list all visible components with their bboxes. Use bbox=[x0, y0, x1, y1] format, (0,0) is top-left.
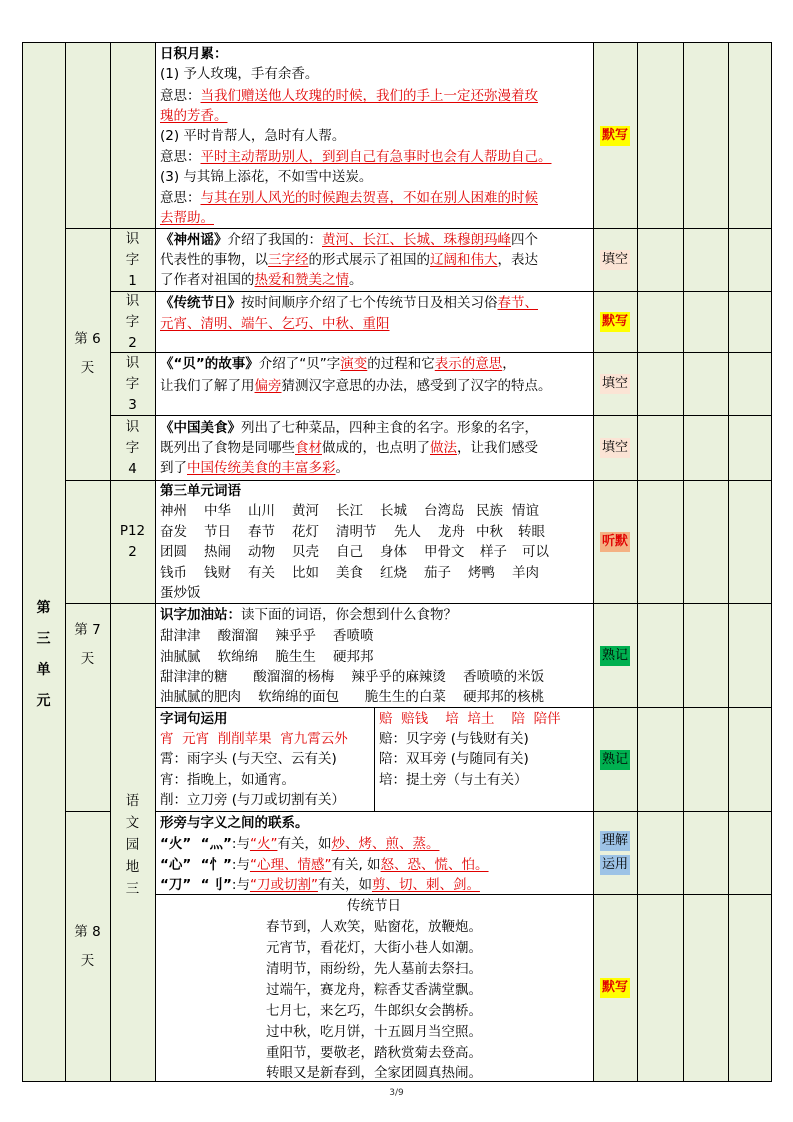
unit-label bbox=[22, 228, 65, 1081]
vocab-word: 龙舟 bbox=[438, 524, 465, 540]
meaning-text: 与其在别人风光的时候跑去贺喜，不如在别人困难的时候 bbox=[200, 190, 538, 206]
explain-line: 赔：贝字旁 (与钱财有关) bbox=[379, 731, 529, 747]
vocab-word: 可以 bbox=[522, 544, 549, 560]
check-column-1-bg bbox=[637, 42, 683, 1082]
vocab-word: 清明节 bbox=[336, 524, 377, 540]
poem-line: 清明节，雨纷纷，先人墓前去祭扫。 bbox=[266, 961, 482, 977]
vocab-row bbox=[160, 542, 549, 563]
answer-span: 黄河、长江、长城、珠穆朗玛峰 bbox=[322, 232, 511, 248]
tag-shuji: 熟记 bbox=[600, 750, 630, 770]
text-span: 既列出了食物是同哪些 bbox=[160, 440, 295, 456]
vocab-word: 长城 bbox=[380, 503, 407, 519]
topic-shizi-2 bbox=[110, 292, 155, 352]
proverb-1: (1) 予人玫瑰，手有余香。 bbox=[160, 66, 319, 82]
vocab-word: 花灯 bbox=[292, 524, 319, 540]
vocab-word: 先人 bbox=[394, 524, 421, 540]
poem-line: 过端午，赛龙舟，粽香艾香满堂飘。 bbox=[266, 982, 482, 998]
meaning-3 bbox=[160, 188, 538, 209]
vocab-word: 奋发 bbox=[160, 524, 187, 540]
tag-cell bbox=[593, 708, 637, 811]
unit-char: 元 bbox=[36, 692, 51, 709]
text-span: 。 bbox=[349, 272, 363, 288]
text-line bbox=[160, 376, 552, 397]
lesson-title: 《中国美食》 bbox=[160, 420, 241, 436]
answer-span: 剪、切、刺、剑。 bbox=[371, 877, 480, 893]
vocab-word: 中秋 bbox=[476, 524, 503, 540]
text-span: ，表达 bbox=[497, 252, 538, 268]
phrase-line: 油腻腻的肥肉 软绵绵的面包 脆生生的白菜 硬邦邦的核桃 bbox=[160, 689, 545, 705]
answer-span: 辽阔和伟大 bbox=[430, 252, 498, 268]
check-column-2-bg bbox=[683, 42, 728, 1082]
vocab-word: 动物 bbox=[248, 544, 275, 560]
text-line bbox=[160, 270, 363, 291]
answer-span: 偏旁 bbox=[254, 378, 282, 394]
tag-cell bbox=[593, 812, 637, 894]
tag-tiankong: 填空 bbox=[600, 374, 630, 394]
answer-span: 热爱和赞美之情 bbox=[254, 272, 349, 288]
vocab-word: 中华 bbox=[204, 503, 231, 519]
vocab-row bbox=[160, 583, 201, 604]
topic-char: 语 bbox=[125, 793, 140, 809]
radical-line bbox=[160, 834, 439, 855]
section-title: 形旁与字义之间的联系。 bbox=[160, 815, 309, 831]
vocab-word: 长江 bbox=[336, 503, 363, 519]
text-line bbox=[160, 605, 457, 626]
phrase-line: 甜津津 酸溜溜 辣乎乎 香喷喷 bbox=[160, 628, 374, 644]
text-span: 的形式展示了祖国的 bbox=[308, 252, 430, 268]
poem-line: 元宵节，看花灯，大街小巷人如潮。 bbox=[266, 940, 482, 956]
day-suffix: 天 bbox=[80, 360, 95, 376]
tag-tiankong: 填空 bbox=[600, 250, 630, 270]
tag-cell bbox=[593, 481, 637, 603]
meaning-2 bbox=[160, 147, 552, 168]
text-line bbox=[160, 293, 538, 314]
meaning-label: 意思： bbox=[160, 149, 201, 165]
day-suffix: 天 bbox=[80, 953, 95, 969]
topic-char: 识 bbox=[125, 292, 140, 309]
topic-char: 识 bbox=[125, 418, 140, 435]
topic-char: 2 bbox=[128, 334, 137, 351]
day-suffix: 天 bbox=[80, 651, 95, 667]
vocab-word: 钱币 bbox=[160, 565, 187, 581]
topic-char: 2 bbox=[128, 544, 137, 560]
text-span: :与 bbox=[231, 877, 250, 893]
tag-yunyong: 运用 bbox=[600, 855, 630, 875]
radical-pair: “心” “忄” bbox=[160, 857, 232, 873]
explain-line: 削：立刀旁 (与刀或切割有关） bbox=[160, 792, 346, 808]
text-line bbox=[160, 438, 538, 459]
poem-line: 七月七，来乞巧，牛郎织女会鹊桥。 bbox=[266, 1003, 482, 1019]
vocab-word: 民族 bbox=[476, 503, 503, 519]
tag-cell bbox=[593, 895, 637, 1081]
vocab-word: 红烧 bbox=[380, 565, 407, 581]
topic-char: 识 bbox=[125, 354, 140, 371]
meaning-3-cont: 去帮助。 bbox=[160, 210, 214, 226]
text-span: :与 bbox=[231, 857, 250, 873]
vocab-word: 台湾岛 bbox=[424, 503, 465, 519]
topic-char: 字 bbox=[125, 251, 140, 268]
unit-char: 第 bbox=[36, 599, 51, 616]
tag-cell bbox=[593, 416, 637, 480]
topic-char: 字 bbox=[125, 313, 140, 330]
vocab-word: 春节 bbox=[248, 524, 275, 540]
topic-char: 地 bbox=[125, 859, 140, 875]
vocab-word: 样子 bbox=[480, 544, 507, 560]
answer-span: “火” bbox=[249, 836, 278, 852]
text-span: 有关，如 bbox=[277, 836, 332, 852]
topic-char: 文 bbox=[125, 815, 140, 831]
answer-span: 春节、 bbox=[497, 295, 538, 311]
meaning-label: 意思： bbox=[160, 190, 201, 206]
phrase-line: 油腻腻 软绵绵 脆生生 硬邦邦 bbox=[160, 649, 374, 665]
topic-yuwenyuandi bbox=[110, 790, 155, 900]
meaning-text: 平时主动帮助别人，到到自己有急事时也会有人帮助自己。 bbox=[200, 149, 552, 165]
day-number: 第 7 bbox=[74, 622, 101, 638]
text-line bbox=[160, 458, 349, 479]
tag-moxie: 默写 bbox=[600, 312, 630, 332]
answer-span: “刀或切割” bbox=[249, 877, 318, 893]
topic-p122 bbox=[110, 481, 155, 603]
topic-char: 字 bbox=[125, 439, 140, 456]
vocab-word: 美食 bbox=[336, 565, 363, 581]
tag-cell bbox=[593, 229, 637, 291]
section-title: 字词句运用 bbox=[160, 711, 228, 727]
tag-moxie: 默写 bbox=[600, 978, 630, 998]
proverb-3: (3) 与其锦上添花，不如雪中送炭。 bbox=[160, 169, 373, 185]
vocab-word: 比如 bbox=[292, 565, 319, 581]
example-red: 宵 元宵 削削苹果 宵九霄云外 bbox=[160, 731, 348, 747]
day-number: 第 6 bbox=[74, 331, 101, 347]
lesson-title: 《神州谣》 bbox=[160, 232, 228, 248]
tag-cell bbox=[593, 43, 637, 228]
example-red: 赔 赔钱 培 培土 陪 陪伴 bbox=[379, 711, 561, 727]
vocab-title: 第三单元词语 bbox=[160, 483, 241, 499]
poem-title: 传统节日 bbox=[347, 898, 401, 914]
lesson-title: 《传统节日》 bbox=[160, 295, 241, 311]
text-line bbox=[160, 418, 538, 439]
text-span: 介绍了我国的： bbox=[227, 232, 322, 248]
radical-line bbox=[160, 855, 489, 876]
text-span: 有关，如 bbox=[317, 877, 372, 893]
vocab-row bbox=[160, 501, 539, 522]
festival-list: 元宵、清明、端午、乞巧、中秋、重阳 bbox=[160, 316, 390, 332]
answer-span: 做法 bbox=[430, 440, 457, 456]
vocab-word: 身体 bbox=[380, 544, 407, 560]
vocab-word: 转眼 bbox=[518, 524, 545, 540]
vocab-word: 钱财 bbox=[204, 565, 231, 581]
meaning-text: 当我们赠送他人玫瑰的时候，我们的手上一定还弥漫着玫 bbox=[200, 88, 538, 104]
text-span: 到了 bbox=[160, 460, 187, 476]
text-span: 让我们了解了用 bbox=[160, 378, 255, 394]
topic-char: 1 bbox=[128, 272, 137, 289]
explain-line: 陪：双耳旁 (与随同有关) bbox=[379, 751, 529, 767]
topic-shizi-3 bbox=[110, 353, 155, 415]
text-span: 的过程和它 bbox=[367, 356, 435, 372]
text-span: 介绍了“贝”字 bbox=[258, 356, 341, 372]
text-span: ，让我们感受 bbox=[457, 440, 538, 456]
meaning-label: 意思： bbox=[160, 88, 201, 104]
answer-span: 怒、恐、慌、怕。 bbox=[380, 857, 489, 873]
vocab-word: 自己 bbox=[336, 544, 363, 560]
topic-char: P12 bbox=[119, 523, 146, 539]
vocab-word: 黄河 bbox=[292, 503, 319, 519]
answer-span: 食材 bbox=[295, 440, 322, 456]
answer-span: 演变 bbox=[340, 356, 368, 372]
day-7-label bbox=[65, 603, 110, 687]
proverb-2: (2) 平时肯帮人，急时有人帮。 bbox=[160, 128, 346, 144]
day-8-label bbox=[65, 912, 110, 982]
meaning-1-cont: 瑰的芳香。 bbox=[160, 108, 228, 124]
vocab-word: 甲骨文 bbox=[424, 544, 465, 560]
text-line bbox=[160, 354, 516, 375]
answer-span: 炒、烤、煎、蒸。 bbox=[331, 836, 440, 852]
tag-tingmo: 听默 bbox=[600, 532, 630, 552]
poem-line: 春节到，人欢笑，贴窗花，放鞭炮。 bbox=[266, 919, 482, 935]
explain-line: 宵：指晚上，如通宵。 bbox=[160, 772, 295, 788]
text-span: 做成的，也点明了 bbox=[322, 440, 430, 456]
lesson-title: 《“贝”的故事》 bbox=[160, 356, 259, 372]
topic-shizi-4 bbox=[110, 416, 155, 480]
tag-tiankong: 填空 bbox=[600, 438, 630, 458]
text-span: 。 bbox=[335, 460, 349, 476]
vocab-word: 情谊 bbox=[512, 503, 539, 519]
text-line bbox=[160, 230, 538, 251]
poem-line: 重阳节，要敬老，踏秋赏菊去登高。 bbox=[266, 1045, 482, 1061]
text-line bbox=[160, 250, 538, 271]
vocab-word: 热闹 bbox=[204, 544, 231, 560]
radical-pair: “刀” “刂” bbox=[160, 877, 232, 893]
section-title: 识字加油站： bbox=[160, 607, 241, 623]
tag-cell bbox=[593, 292, 637, 352]
text-span: 四个 bbox=[511, 232, 538, 248]
answer-span: “心理、情感” bbox=[249, 857, 332, 873]
tag-cell bbox=[593, 353, 637, 415]
check-column-3-bg bbox=[728, 42, 772, 1082]
vocab-word: 烤鸭 bbox=[468, 565, 495, 581]
answer-span: 表示的意思 bbox=[434, 356, 503, 372]
poem-line: 转眼又是新春到，全家团圆真热闹。 bbox=[266, 1065, 482, 1081]
answer-span: 三字经 bbox=[268, 252, 309, 268]
topic-char: 三 bbox=[125, 881, 140, 897]
text-span: 猜测汉字意思的办法，感受到了汉字的特点。 bbox=[281, 378, 552, 394]
day-number: 第 8 bbox=[74, 924, 101, 940]
text-span: 按时间顺序介绍了七个传统节日及相关习俗 bbox=[241, 295, 498, 311]
poem-line: 过中秋，吃月饼，十五圆月当空照。 bbox=[266, 1024, 482, 1040]
topic-char: 4 bbox=[128, 460, 137, 477]
vocab-word: 贝壳 bbox=[292, 544, 319, 560]
text-span: 有关, 如 bbox=[331, 857, 381, 873]
radical-line bbox=[160, 875, 480, 896]
section-title: 日积月累： bbox=[160, 46, 228, 62]
radical-pair: “火” “灬” bbox=[160, 836, 232, 852]
page-number: 3/9 bbox=[389, 1088, 404, 1098]
topic-char: 字 bbox=[125, 375, 140, 392]
text-span: 了作者对祖国的 bbox=[160, 272, 255, 288]
vocab-row bbox=[160, 522, 545, 543]
text-span: :与 bbox=[231, 836, 250, 852]
vocab-word: 茄子 bbox=[424, 565, 451, 581]
topic-char: 园 bbox=[125, 837, 140, 853]
topic-char: 3 bbox=[128, 396, 137, 413]
phrase-line: 甜津津的糖 酸溜溜的杨梅 辣乎乎的麻辣烫 香喷喷的米饭 bbox=[160, 669, 545, 685]
text-span: 代表性的事物，以 bbox=[160, 252, 268, 268]
meaning-1 bbox=[160, 86, 538, 107]
topic-shizi-1 bbox=[110, 229, 155, 291]
vocab-word: 有关 bbox=[248, 565, 275, 581]
tag-lijie: 理解 bbox=[600, 831, 630, 851]
prompt-text: 读下面的词语，你会想到什么食物？ bbox=[241, 607, 457, 623]
explain-line: 培：提土旁（与土有关） bbox=[379, 772, 528, 788]
text-span: ， bbox=[502, 356, 516, 372]
vocab-word: 神州 bbox=[160, 503, 187, 519]
vocab-word: 羊肉 bbox=[512, 565, 539, 581]
vocab-row bbox=[160, 563, 539, 584]
unit-char: 三 bbox=[36, 630, 51, 647]
explain-line: 霄：雨字头 (与天空、云有关) bbox=[160, 751, 337, 767]
vocab-word: 山川 bbox=[248, 503, 275, 519]
tag-cell bbox=[593, 604, 637, 707]
vocab-word: 团圆 bbox=[160, 544, 187, 560]
topic-char: 识 bbox=[125, 230, 140, 247]
tag-moxie: 默写 bbox=[600, 126, 630, 146]
day-6-label bbox=[65, 228, 110, 480]
unit-char: 单 bbox=[36, 661, 51, 678]
vocab-word: 节日 bbox=[204, 524, 231, 540]
text-span: 列出了七种菜品，四种主食的名字。形象的名字， bbox=[241, 420, 538, 436]
tag-shuji: 熟记 bbox=[600, 646, 630, 666]
answer-span: 中国传统美食的丰富多彩 bbox=[187, 460, 336, 476]
vocab-word: 蛋炒饭 bbox=[160, 585, 201, 601]
